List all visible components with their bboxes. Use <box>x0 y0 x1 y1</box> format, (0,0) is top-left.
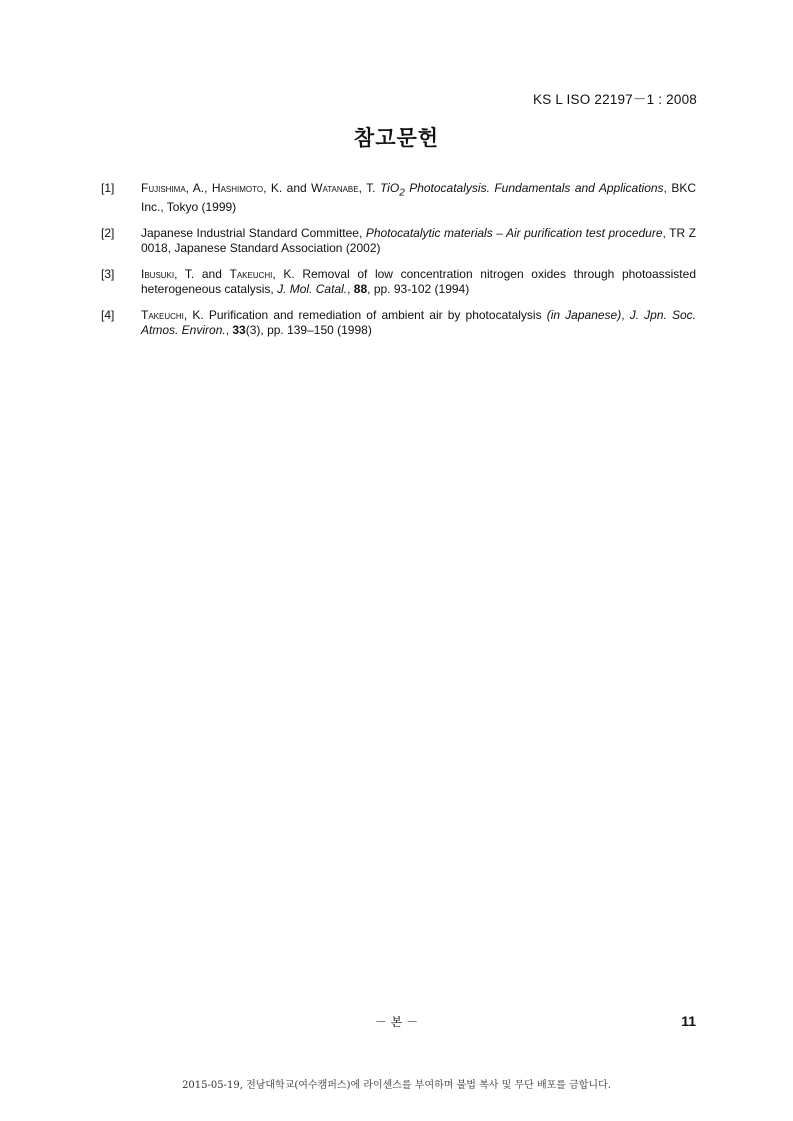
reference-number: [4] <box>101 308 115 323</box>
author-name: Takeuchi <box>141 308 184 323</box>
reference-fragment: , TR Z 0018, Japanese Standard Association (2002) <box>141 226 696 256</box>
reference-number: [1] <box>101 181 115 195</box>
chemical-formula: TiO$_2$ <box>379 181 405 199</box>
reference-text <box>141 181 696 215</box>
reference-text <box>141 226 696 256</box>
reference-text <box>141 308 696 338</box>
reference-text <box>141 267 696 297</box>
reference-fragment: , T. and <box>174 267 230 282</box>
volume-number: 33 <box>232 323 246 338</box>
reference-title: Photocatalytic materials – Air purification test procedure <box>365 226 663 241</box>
language-note: (in Japanese) <box>546 308 622 323</box>
author-name: Watanabe <box>311 181 359 195</box>
reference-fragment: (3), pp. 139–150 (1998) <box>245 323 372 338</box>
standard-id: KS L ISO 22197－1 : 2008 <box>533 92 697 107</box>
journal-name: J. Jpn. Soc. Atmos. Environ. <box>141 308 696 338</box>
author-name: Fujishima <box>141 181 186 195</box>
reference-fragment: , A., <box>185 181 212 195</box>
reference-fragment: , K. and <box>263 181 312 195</box>
reference-fragment: , K. Purification and remediation of ambient air by photocatalysis <box>183 308 547 323</box>
reference-item <box>101 308 696 338</box>
reference-fragment: Japanese Industrial Standard Committee, <box>141 226 366 241</box>
author-name: Ibusuki <box>141 267 175 282</box>
license-notice: 2015-05-19, 전남대학교(여수캠퍼스)에 라이센스를 부여하며 불법 복사 및 무단 배포를 금합니다. <box>182 1080 611 1091</box>
reference-fragment: , T. <box>358 181 380 195</box>
reference-list <box>101 181 696 349</box>
author-name: Takeuchi <box>229 267 273 282</box>
reference-number: [2] <box>101 226 115 241</box>
reference-item <box>101 226 696 256</box>
reference-item <box>101 181 696 215</box>
reference-fragment: , <box>225 323 233 338</box>
volume-number: 88 <box>353 282 368 297</box>
reference-number: [3] <box>101 267 115 282</box>
reference-fragment: , BKC Inc., Tokyo (1999) <box>141 181 696 215</box>
reference-fragment: , pp. 93-102 (1994) <box>367 282 470 297</box>
footer-section-mark: － 본 － <box>374 1015 419 1029</box>
reference-item <box>101 267 696 297</box>
author-name: Hashimoto <box>211 181 264 195</box>
reference-title: Photocatalysis. Fundamentals and Applications <box>404 181 664 195</box>
reference-fragment: , K. Removal of low concentration nitrogen oxides through photoassisted heterogeneous catalysis, <box>141 267 696 297</box>
reference-fragment: , <box>347 282 354 297</box>
reference-fragment: , <box>621 308 630 323</box>
journal-name: J. Mol. Catal. <box>277 282 348 297</box>
page-number: 11 <box>681 1013 696 1029</box>
page-title: 참고문헌 <box>353 127 440 150</box>
